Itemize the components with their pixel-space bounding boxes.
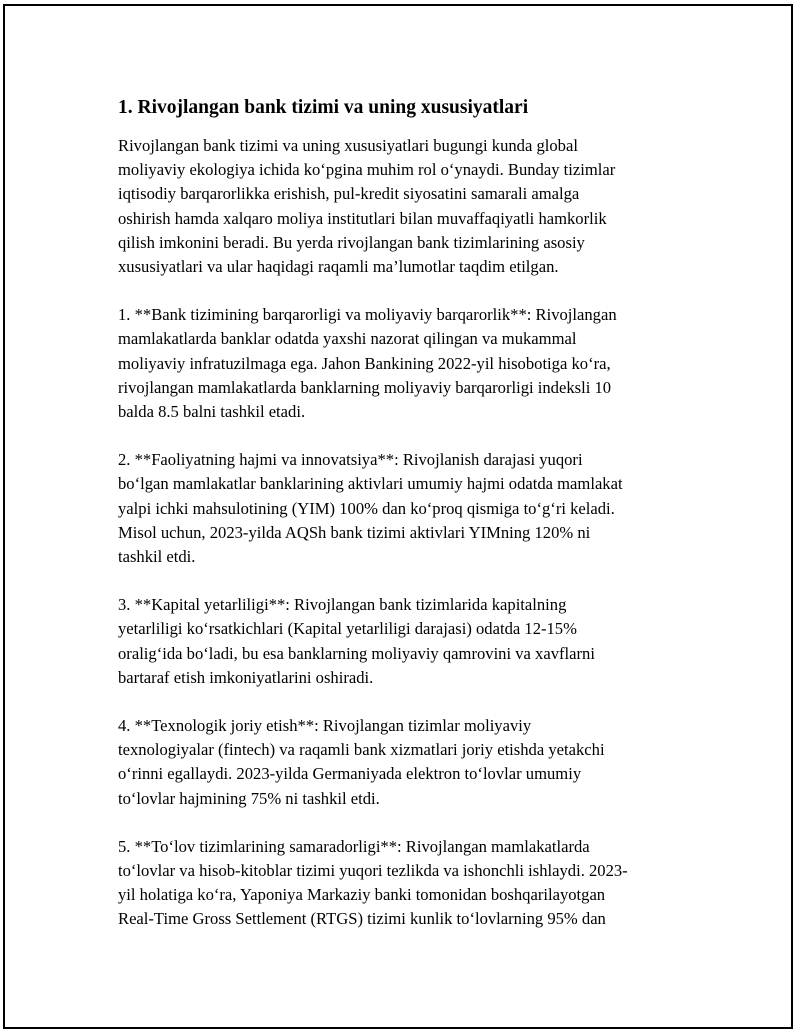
intro-paragraph [118,134,698,279]
text-line: moliyaviy infratuzilmaga ega. Jahon Bankining 2022-yil hisobotiga ko‘ra, [118,353,611,373]
text-line: iqtisodiy barqarorlikka erishish, pul-kredit siyosatini samarali amalga [118,184,580,204]
list-item-capital-adequacy [118,593,698,690]
text-line: tashkil etdi. [118,547,196,567]
text-line: 2. **Faoliyatning hajmi va innovatsiya**: Rivojlanish darajasi yuqori [118,450,583,470]
text-line: qilish imkonini beradi. Bu yerda rivojlangan bank tizimlarining asosiy [118,232,585,252]
text-line: yalpi ichki mahsulotining (YIM) 100% dan ko‘proq qismiga to‘g‘ri keladi. [118,498,615,518]
text-line: Misol uchun, 2023-yilda AQSh bank tizimi aktivlari YIMning 120% ni [118,522,591,542]
text-line: to‘lovlar va hisob-kitoblar tizimi yuqori tezlikda va ishonchli ishlaydi. 2023- [118,861,628,881]
text-line: o‘rinni egallaydi. 2023-yilda Germaniyada elektron to‘lovlar umumiy [118,764,582,784]
text-line: oralig‘ida bo‘ladi, bu esa banklarning moliyaviy qamrovini va xavflarni [118,643,595,663]
text-line: xususiyatlari va ular haqidagi raqamli ma’lumotlar taqdim etilgan. [118,257,559,277]
text-line: yil holatiga ko‘ra, Yaponiya Markaziy banki tomonidan boshqarilayotgan [118,885,606,905]
text-line: 5. **To‘lov tizimlarining samaradorligi**: Rivojlangan mamlakatlarda [118,836,590,856]
text-line: 3. **Kapital yetarliligi**: Rivojlangan bank tizimlarida kapitalning [118,595,567,615]
text-line: to‘lovlar hajmining 75% ni tashkil etdi. [118,788,380,808]
list-item-technology [118,714,698,811]
text-line: balda 8.5 balni tashkil etadi. [118,402,306,422]
text-line: texnologiyalar (fintech) va raqamli bank xizmatlari joriy etishda yetakchi [118,740,605,760]
text-line: oshirish hamda xalqaro moliya institutlari bilan muvaffaqiyatli hamkorlik [118,208,607,228]
document-body [118,96,698,956]
text-line: rivojlangan mamlakatlarda banklarning moliyaviy barqarorligi indeksli 10 [118,377,612,397]
section-heading: 1. Rivojlangan bank tizimi va uning xususiyatlari [118,97,529,118]
list-item-activity-volume [118,448,698,569]
text-line: 4. **Texnologik joriy etish**: Rivojlangan tizimlar moliyaviy [118,716,532,736]
text-line: moliyaviy ekologiya ichida ko‘pgina muhim rol o‘ynaydi. Bunday tizimlar [118,160,616,180]
text-line: 1. **Bank tizimining barqarorligi va moliyaviy barqarorlik**: Rivojlangan [118,305,617,325]
text-line: yetarliligi ko‘rsatkichlari (Kapital yetarliligi darajasi) odatda 12-15% [118,619,577,639]
list-item-bank-stability [118,303,698,424]
text-line: Rivojlangan bank tizimi va uning xususiyatlari bugungi kunda global [118,136,578,155]
list-item-payment-systems [118,835,698,932]
text-line: bo‘lgan mamlakatlar banklarining aktivlari umumiy hajmi odatda mamlakat [118,474,623,494]
text-line: Real-Time Gross Settlement (RTGS) tizimi kunlik to‘lovlarning 95% dan [118,909,606,929]
text-line: bartaraf etish imkoniyatlarini oshiradi. [118,667,374,687]
text-line: mamlakatlarda banklar odatda yaxshi nazorat qilingan va mukammal [118,329,577,349]
